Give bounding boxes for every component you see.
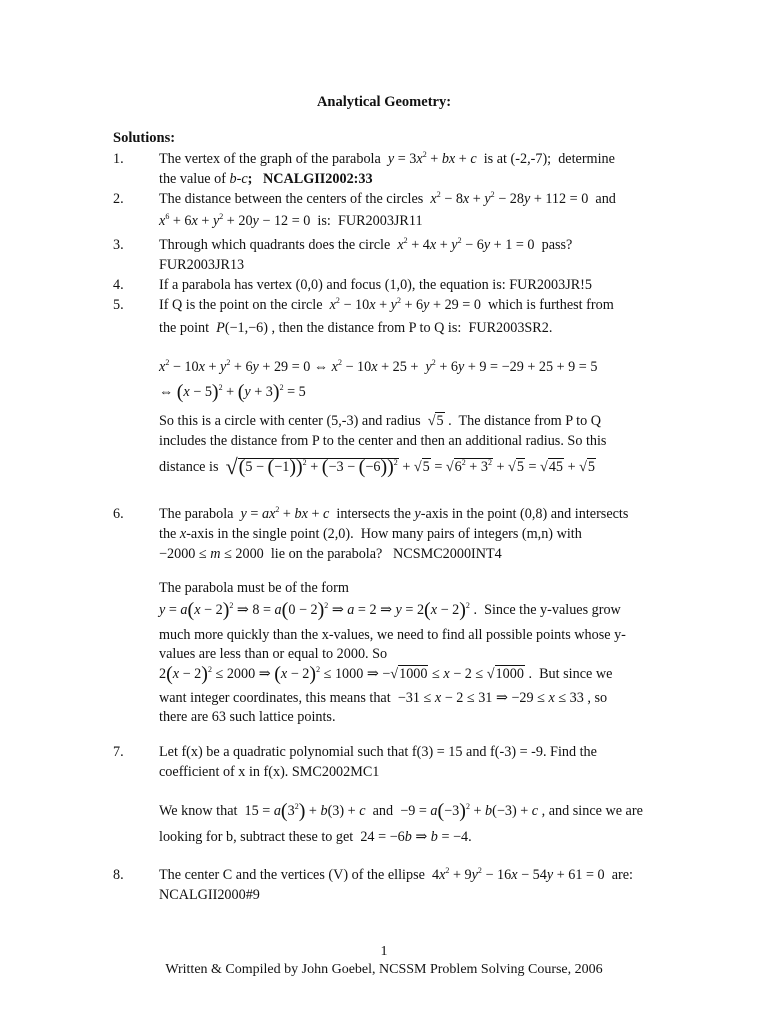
problem-2-text: The distance between the centers of the circles $x^2 - 8x + y^2 - 28y + 112 = 0$ and — [159, 190, 616, 207]
problem-3-source: FUR2003JR13 — [159, 257, 245, 273]
problem-5-text-2: the point P(−1,−6) , then the distance from P to Q is: FUR2003SR2. — [159, 320, 553, 336]
problem-6-text-2: the x-axis in the single point (2,0). How many pairs of integers (m,n) with — [159, 526, 582, 542]
problem-5-source: FUR2003SR2. — [468, 320, 553, 336]
solution-6-text-3: want integer coordinates, this means that −31 ≤ x − 2 ≤ 31 ⇒ −29 ≤ x ≤ 33 , so — [159, 690, 608, 706]
page-footer: Written & Compiled by John Goebel, NCSSM Problem Solving Course, 2006 — [165, 962, 603, 977]
problem-6-text-3: −2000 ≤ m ≤ 2000 lie on the parabola? NCSMC2000INT4 — [159, 546, 502, 562]
problem-4-number: 4. — [113, 277, 124, 293]
solution-6-text-2: values are less than or equal to 2000. So — [159, 646, 388, 662]
solution-6-text-1: much more quickly than the x-values, we need to find all possible points whose y- — [159, 627, 626, 643]
problem-1-text-2: the value of b-c; NCALGII2002:33 — [159, 171, 373, 187]
problem-6-source: NCSMC2000INT4 — [392, 546, 502, 562]
solution-7-text-2: looking for b, subtract these to get 24 = −6b ⇒ b = −4. — [159, 829, 472, 845]
solution-6-intro: The parabola must be of the form — [159, 580, 349, 596]
problem-3-text: Through which quadrants does the circle $x^2 + 4x + y^2 - 6y + 1 = 0$ pass? — [159, 236, 573, 253]
problem-6-text: The parabola $y = ax^2$ + bx + c intersects the y-axis in the point (0,8) and intersects — [159, 505, 629, 522]
page-number: 1 — [380, 944, 388, 959]
problem-7-number: 7. — [113, 744, 124, 760]
problem-8-number: 8. — [113, 867, 124, 883]
problem-5-number: 5. — [113, 297, 124, 313]
problem-5-text: If Q is the point on the circle $x^2 - 10x + y^2 + 6y + 29 = 0$ which is furthest from — [159, 296, 614, 313]
problem-1-source: NCALGII2002:33 — [263, 171, 373, 187]
solution-5-equation-2: ⇔ $(x - 5)^2 + (y + 3)^2 = 5$ — [159, 381, 306, 403]
problem-8-text: The center C and the vertices (V) of the ellipse $4x^2 + 9y^2 - 16x - 54y + 61 = 0$ are: — [159, 866, 633, 883]
problem-6-number: 6. — [113, 506, 124, 522]
problem-2-number: 2. — [113, 191, 124, 207]
solution-6-equation-1: $y = a(x - 2)^2$ ⇒ $8 = a(0 - 2)^2$ ⇒ a = 2 ⇒ $y = 2(x - 2)^2$ . Since the y-values grow — [159, 599, 621, 621]
solution-6-equation-2: $2(x - 2)^2 \le 2000$ ⇒ $(x - 2)^2 \le 1000$ ⇒ −√1000 ≤ x − 2 ≤ √1000 . But since we — [159, 663, 613, 685]
solution-6-conclusion: there are 63 such lattice points. — [159, 709, 336, 725]
problem-4-text: If a parabola has vertex (0,0) and focus (1,0), the equation is: FUR2003JR!5 — [159, 277, 593, 293]
problem-7-text-2: coefficient of x in f(x). SMC2002MC1 — [159, 764, 380, 780]
problem-2-text-2: $x^6 + 6x + y^2 + 20y - 12 = 0$ is: FUR2003JR11 — [159, 212, 423, 229]
solution-5-equation-1: $x^2 - 10x + y^2 + 6y + 29 = 0$ ⇔ $x^2 - 10x + 25 + y^2 + 6y + 9 = -29 + 25 + 9 = 5$ — [159, 358, 598, 375]
problem-2-source: FUR2003JR11 — [337, 213, 423, 229]
problem-7-text: Let f(x) be a quadratic polynomial such that f(3) = 15 and f(-3) = -9. Find the — [159, 744, 597, 760]
solution-5-text-2: includes the distance from P to the center and then an additional radius. So this — [159, 433, 607, 449]
solution-5-text-3: distance is $√(5 - (-1))^2 + (-3 - (-6))^2 + √5 = √6^2 + 3^2 + √5 = √45 + √5$ — [159, 454, 595, 479]
problem-3-number: 3. — [113, 237, 124, 253]
problem-1-text: The vertex of the graph of the parabola $y = 3x^2$ + bx + c is at (-2,-7); determine — [159, 150, 615, 167]
solutions-heading: Solutions: — [113, 130, 176, 146]
solution-5-text-1: So this is a circle with center (5,-3) and radius √5 . The distance from P to Q — [159, 413, 602, 429]
problem-8-source: NCALGII2000#9 — [159, 887, 260, 903]
page-title: Analytical Geometry: — [316, 94, 452, 110]
solution-7-text-1: We know that $15 = a(3^2) + b(3) + c$ and $-9 = a(-3)^2 + b(-3) + c$ , and since we are — [159, 800, 643, 822]
problem-1-number: 1. — [113, 151, 124, 167]
